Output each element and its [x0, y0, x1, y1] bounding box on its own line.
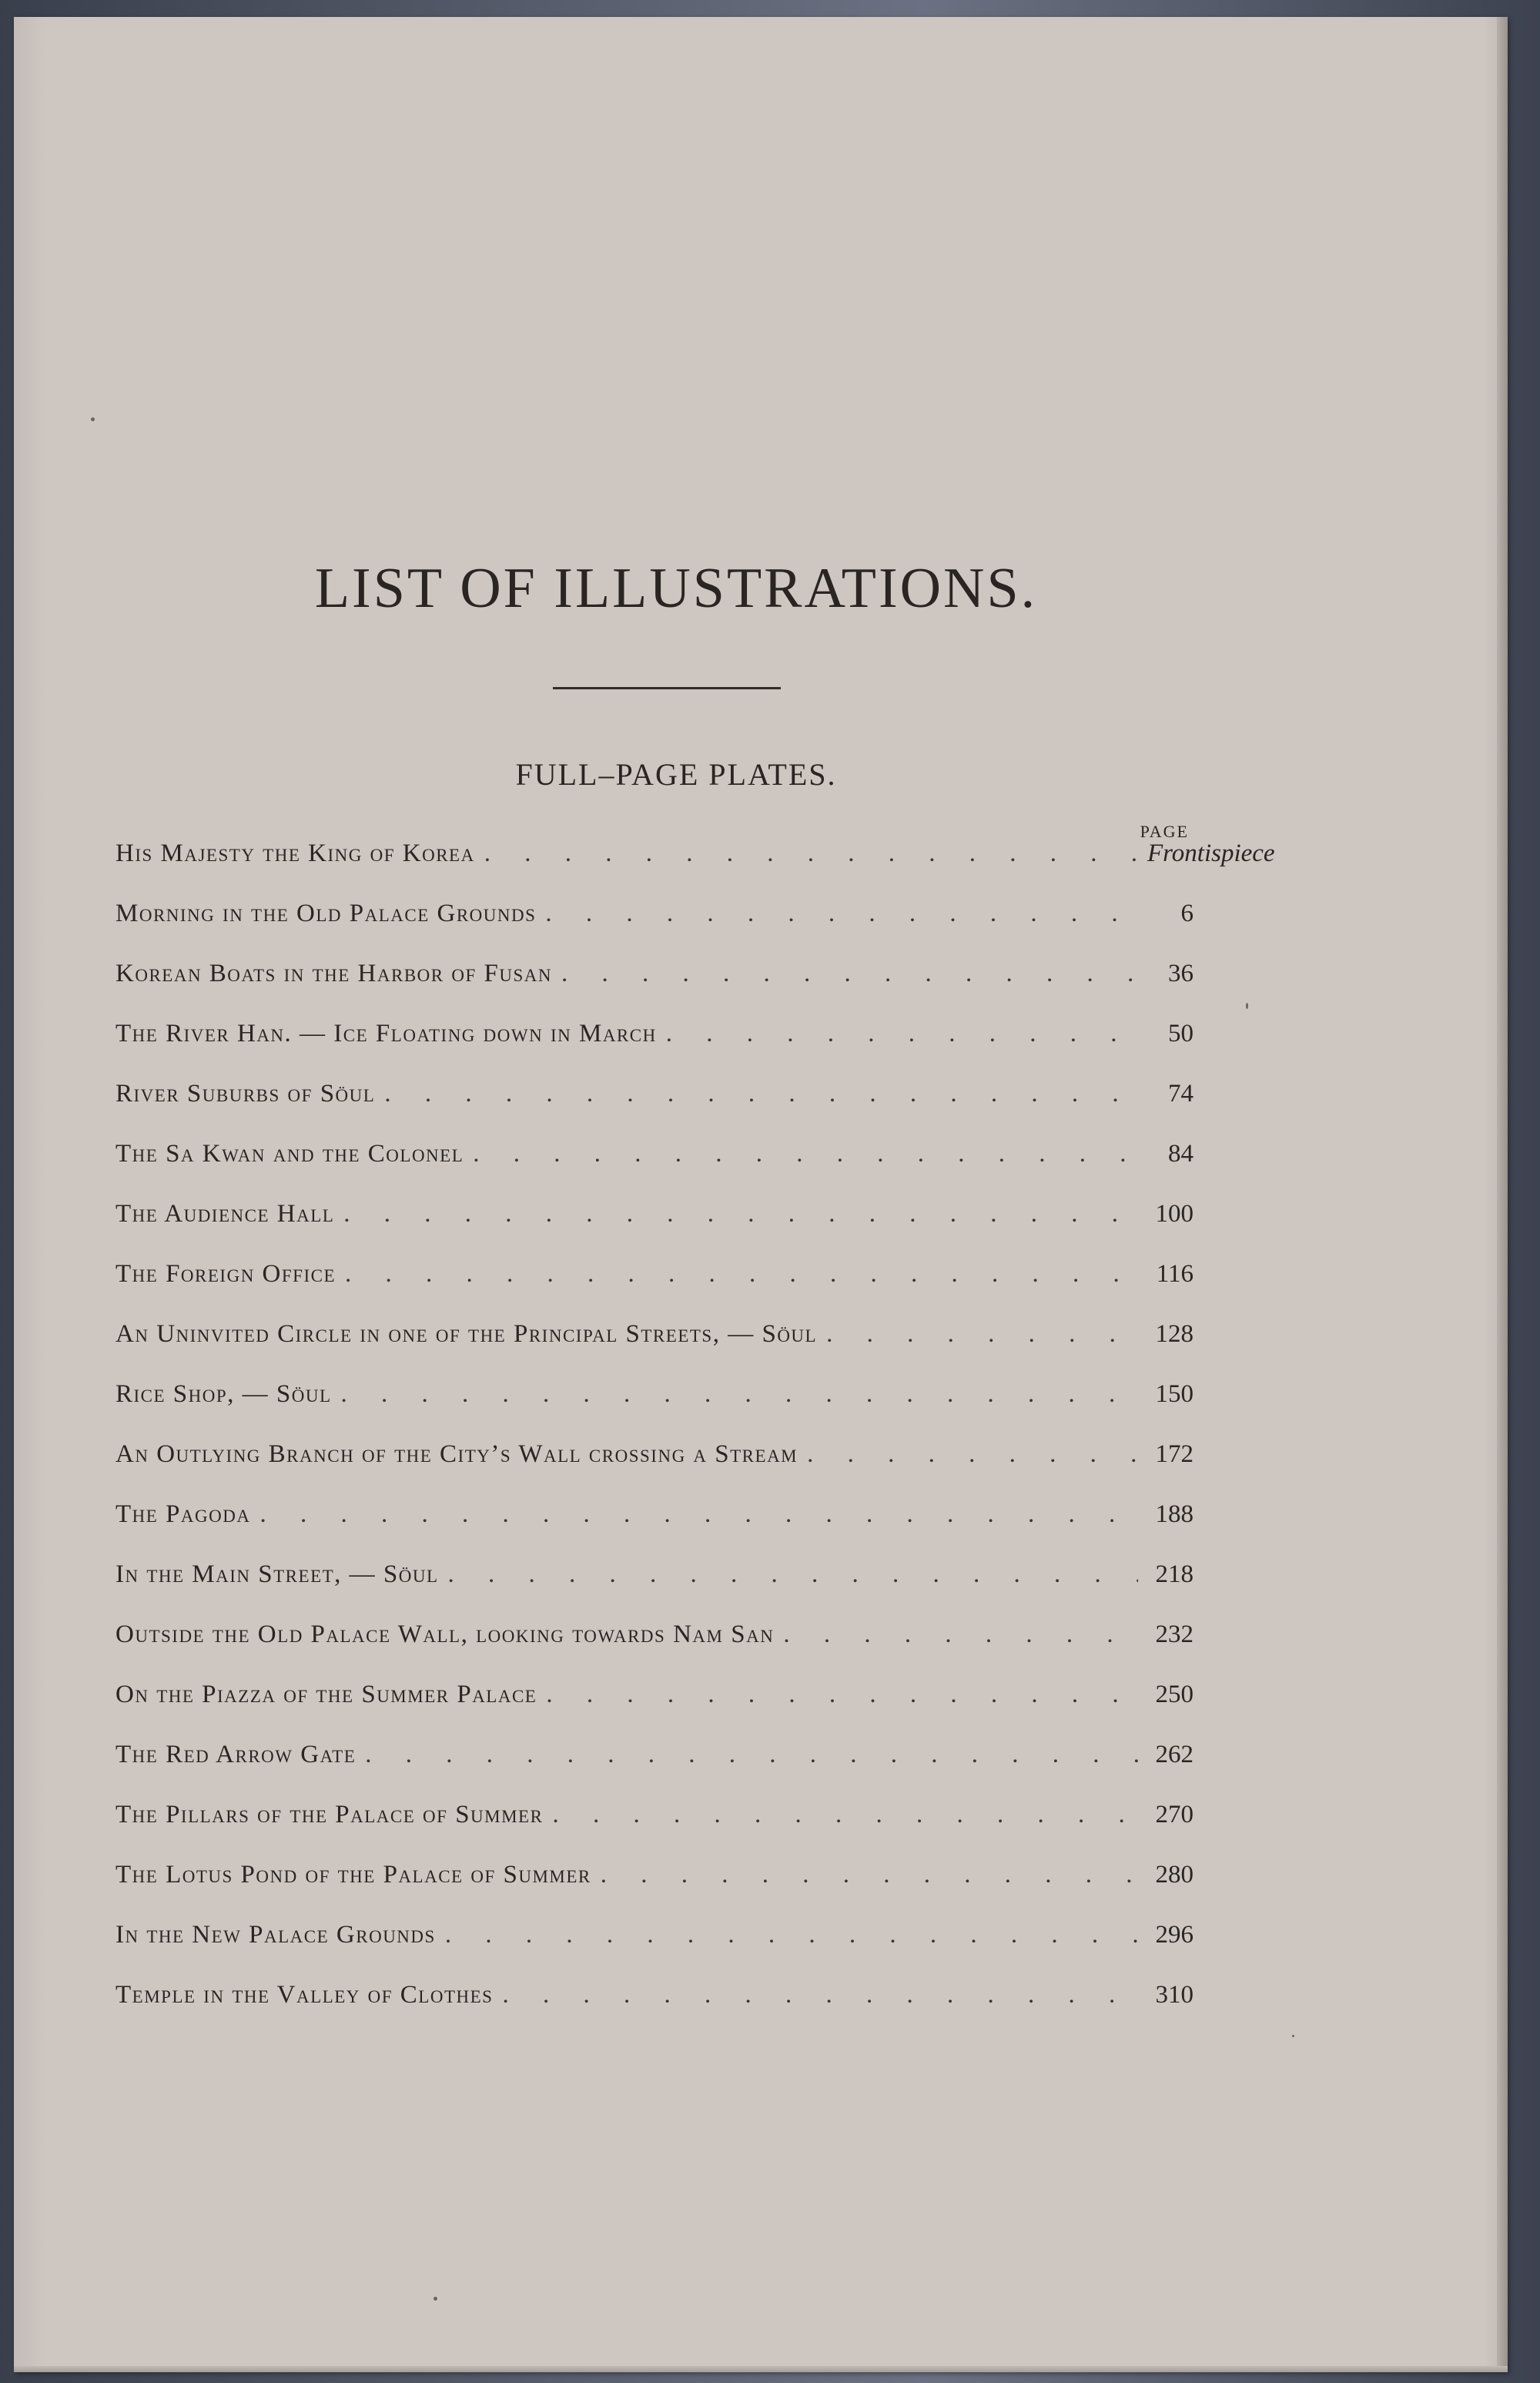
dot-leader	[552, 1801, 1138, 1829]
list-item	[116, 1861, 1194, 1921]
entry-page: 296	[1155, 1921, 1194, 1949]
dot-leader	[365, 1741, 1138, 1769]
entry-page: 36	[1168, 960, 1194, 987]
entry-page: 128	[1155, 1320, 1194, 1348]
dot-leader	[445, 1921, 1138, 1949]
entry-page: 150	[1155, 1380, 1194, 1408]
entry-title: Temple in the Valley of Clothes	[116, 1981, 494, 2009]
entry-title: Morning in the Old Palace Grounds	[116, 900, 537, 927]
entry-page: 280	[1155, 1861, 1194, 1889]
list-item	[116, 1681, 1194, 1741]
entry-page: 250	[1155, 1681, 1194, 1708]
entry-page: 188	[1155, 1500, 1194, 1528]
entry-title: Outside the Old Palace Wall, looking towards Nam San	[116, 1621, 775, 1648]
dot-leader	[546, 1681, 1138, 1709]
entry-title: Korean Boats in the Harbor of Fusan	[116, 960, 552, 987]
entry-page: 116	[1156, 1260, 1194, 1288]
page-edge-bottom	[14, 2366, 1508, 2372]
illustrations-list	[116, 840, 1275, 2041]
dot-leader	[484, 840, 1138, 868]
dot-leader	[783, 1621, 1138, 1649]
list-item	[116, 900, 1194, 960]
page-title: LIST OF ILLUSTRATIONS.	[314, 557, 1038, 620]
list-item	[116, 1140, 1194, 1200]
entry-title: The Pagoda	[116, 1500, 251, 1528]
dot-leader	[502, 1981, 1138, 2009]
entry-title: The Foreign Office	[116, 1260, 336, 1288]
entry-page: 50	[1168, 1020, 1194, 1047]
entry-title: An Uninvited Circle in one of the Principal Streets, — Söul	[116, 1320, 818, 1348]
entry-page: 270	[1155, 1801, 1194, 1828]
dot-leader	[341, 1380, 1138, 1409]
dot-leader	[807, 1440, 1138, 1469]
entry-title: The Lotus Pond of the Palace of Summer	[116, 1861, 591, 1889]
list-item	[116, 1320, 1194, 1380]
entry-title: The Sa Kwan and the Colonel	[116, 1140, 464, 1168]
list-item	[116, 1260, 1194, 1320]
paper-speck	[1292, 2035, 1294, 2037]
entry-title: In the Main Street, — Söul	[116, 1560, 439, 1588]
dot-leader	[259, 1500, 1138, 1529]
list-item	[116, 1500, 1194, 1560]
entry-page: 232	[1155, 1621, 1194, 1648]
entry-title: River Suburbs of Söul	[116, 1080, 376, 1108]
dot-leader	[343, 1200, 1138, 1228]
list-item	[116, 1200, 1194, 1260]
entry-title: The Audience Hall	[116, 1200, 335, 1228]
entry-title: Rice Shop, — Söul	[116, 1380, 332, 1408]
entry-page: 100	[1155, 1200, 1194, 1228]
list-item	[116, 1380, 1194, 1440]
entry-title: An Outlying Branch of the City’s Wall crossing a Stream	[116, 1440, 798, 1468]
list-item	[116, 1560, 1194, 1621]
list-item	[116, 1801, 1194, 1861]
dot-leader	[545, 900, 1138, 928]
list-item	[116, 1080, 1194, 1140]
entry-title: The Pillars of the Palace of Summer	[116, 1801, 544, 1828]
paper-speck	[91, 417, 95, 421]
entry-page: 218	[1155, 1560, 1194, 1588]
entry-title: On the Piazza of the Summer Palace	[116, 1681, 537, 1708]
list-item	[116, 1440, 1194, 1500]
entry-page: 262	[1155, 1741, 1194, 1768]
dot-leader	[826, 1320, 1138, 1349]
list-item	[116, 1741, 1194, 1801]
book-page	[14, 17, 1508, 2372]
entry-title: His Majesty the King of Korea	[116, 840, 475, 867]
dot-leader	[561, 960, 1138, 988]
list-item	[116, 960, 1194, 1020]
list-item	[116, 1621, 1194, 1681]
title-rule	[553, 687, 781, 689]
entry-page: 74	[1168, 1080, 1194, 1108]
list-item	[116, 1020, 1194, 1080]
entry-page: Frontispiece	[1147, 840, 1275, 867]
list-item	[116, 840, 1275, 900]
entry-page: 6	[1180, 900, 1194, 927]
dot-leader	[666, 1020, 1138, 1048]
list-item	[116, 1981, 1194, 2041]
entry-title: The River Han. — Ice Floating down in March	[116, 1020, 657, 1047]
dot-leader	[473, 1140, 1138, 1168]
dot-leader	[601, 1861, 1138, 1889]
dot-leader	[345, 1260, 1138, 1289]
entry-page: 84	[1168, 1140, 1194, 1168]
paper-speck	[434, 2297, 437, 2301]
dot-leader	[384, 1080, 1138, 1108]
entry-page: 310	[1155, 1981, 1194, 2009]
entry-page: 172	[1155, 1440, 1194, 1468]
dot-leader	[448, 1560, 1138, 1589]
entry-title: In the New Palace Grounds	[116, 1921, 436, 1949]
page-column-header: PAGE	[1140, 822, 1189, 841]
paper-speck	[1246, 1003, 1248, 1009]
section-heading: FULL–PAGE PLATES.	[515, 757, 837, 792]
list-item	[116, 1921, 1194, 1981]
page-edge-right	[1497, 17, 1508, 2372]
entry-title: The Red Arrow Gate	[116, 1741, 357, 1768]
